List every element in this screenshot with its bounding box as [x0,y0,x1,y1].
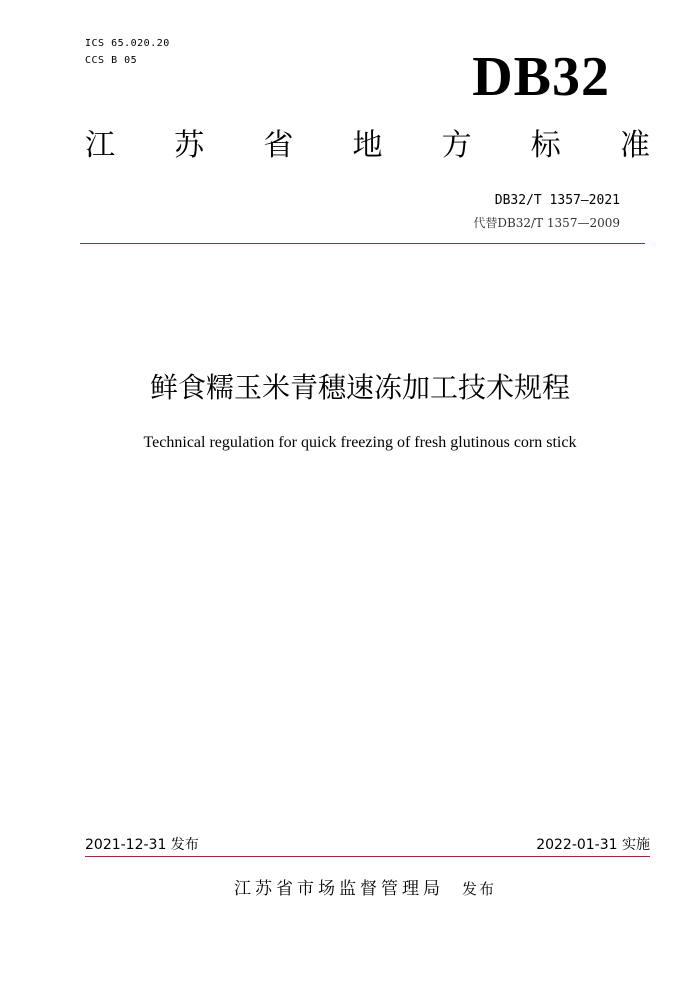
standard-type-char: 方 [441,128,472,163]
ccs-code: CCS B 05 [85,55,138,66]
standard-type-char: 省 [263,128,294,163]
replaces-note: 代替DB32/T 1357—2009 [473,216,620,230]
authority-action: 发布 [461,880,496,898]
standard-type-title [85,126,650,166]
standard-type-char: 江 [85,128,115,163]
standard-number: DB32/T 1357—2021 [494,193,620,208]
document-subtitle-en: Technical regulation for quick freezing of fresh glutinous corn stick [143,434,577,451]
footer-divider [85,856,650,857]
standard-type-char: 苏 [174,128,205,163]
issue-date: 2021-12-31 发布 [85,837,199,853]
db-logo: DB32 [472,46,610,108]
standard-type-char: 标 [530,128,561,163]
header-divider [80,243,645,244]
standard-type-char: 地 [352,128,383,163]
issuing-authority [0,877,700,901]
authority-name: 江苏省市场监督管理局 [233,879,444,899]
standard-type-char: 准 [619,128,650,163]
ics-code: ICS 65.020.20 [85,38,170,49]
implementation-date: 2022-01-31 实施 [536,837,650,853]
document-title: 鲜食糯玉米青穗速冻加工技术规程 [149,371,570,404]
